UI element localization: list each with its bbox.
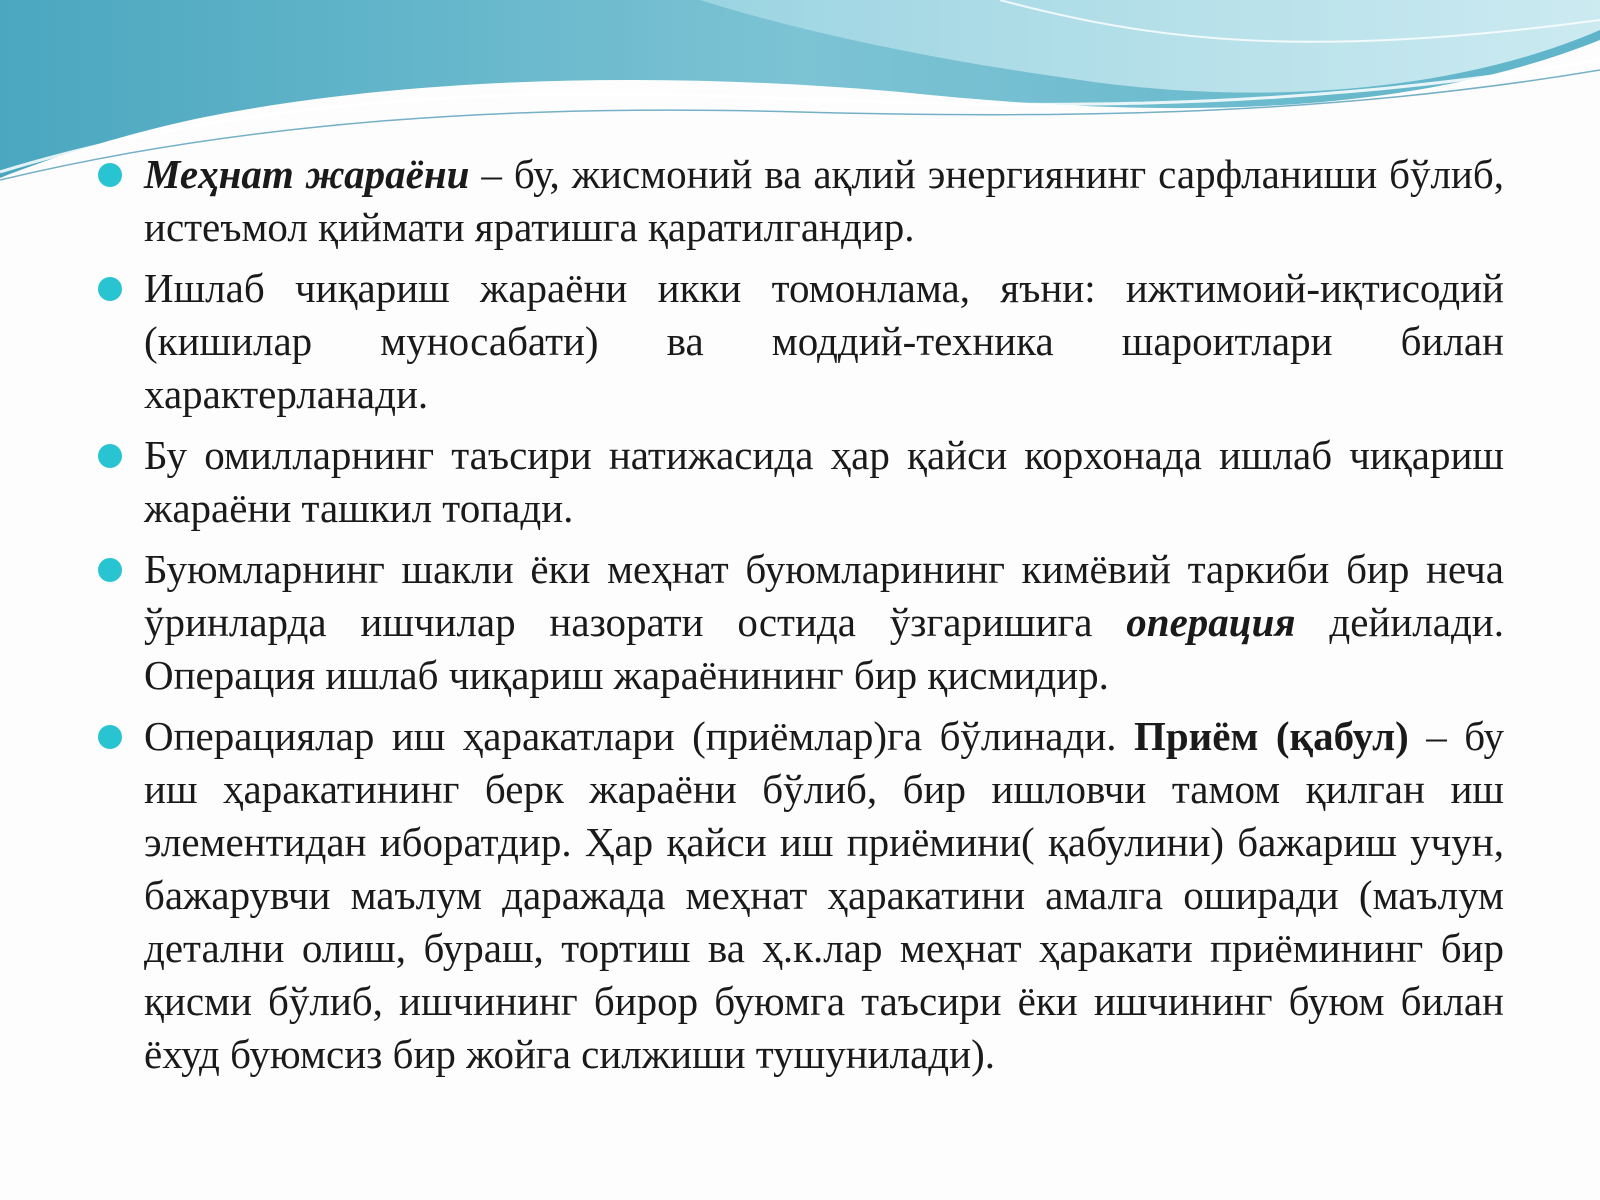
bullet-dot-icon	[98, 558, 122, 582]
bullet-text-before: Операциялар иш ҳаракатлари (приёмлар)га бўлинади.	[144, 713, 1134, 759]
bullet-dot-icon	[98, 725, 122, 749]
bullet-dot-icon	[98, 444, 122, 468]
bullet-text: Бу омилларнинг таъсири натижасида ҳар қайси корхонада ишлаб чиқариш жараёни ташкил топади.	[144, 432, 1504, 531]
bullet-item-1	[98, 148, 1504, 254]
bullet-dot-icon	[98, 277, 122, 301]
term-operation: операция	[1126, 599, 1296, 645]
term-reception: Приём (қабул)	[1133, 713, 1409, 759]
bullet-text: Ишлаб чиқариш жараёни икки томонлама, яъни: ижтимоий-иқтисодий (кишилар муносабати) ва моддий-техника шароитлари билан характерланади.	[144, 265, 1504, 417]
bullet-item-3	[98, 429, 1504, 535]
bullet-text-before: Буюмларнинг шакли ёки меҳнат буюмларининг кимёвий таркиби бир неча ўринларда ишчилар назорати остида ўзгаришига	[144, 546, 1504, 645]
bullet-list	[98, 148, 1504, 1089]
bullet-text-after: дейилади. Операция ишлаб чиқариш жараёнининг бир қисмидир.	[144, 599, 1504, 698]
term-labor-process: Меҳнат жараёни	[144, 151, 470, 197]
bullet-text-after: – бу иш ҳаракатининг берк жараёни бўлиб, бир ишловчи тамом қилган иш элементидан иборатдир. Ҳар қайси иш приёмини( қабулини) бажариш учун, бажарувчи маълум даражада меҳнат ҳаракатини амалга оширади (маълум детални олиш, бураш, тортиш ва ҳ.к.лар меҳнат ҳаракати приёмининг бир қисми бўлиб, ишчининг бирор буюмга таъсири ёки ишчининг буюм билан ёхуд буюмсиз бир жойга силжиши тушунилади).	[144, 713, 1504, 1077]
bullet-item-2	[98, 262, 1504, 421]
bullet-text: – бу, жисмоний ва ақлий энергиянинг сарфланиши бўлиб, истеъмол қиймати яратишга қаратилгандир.	[144, 151, 1504, 250]
bullet-dot-icon	[98, 163, 122, 187]
bullet-item-5	[98, 710, 1504, 1081]
bullet-item-4	[98, 543, 1504, 702]
